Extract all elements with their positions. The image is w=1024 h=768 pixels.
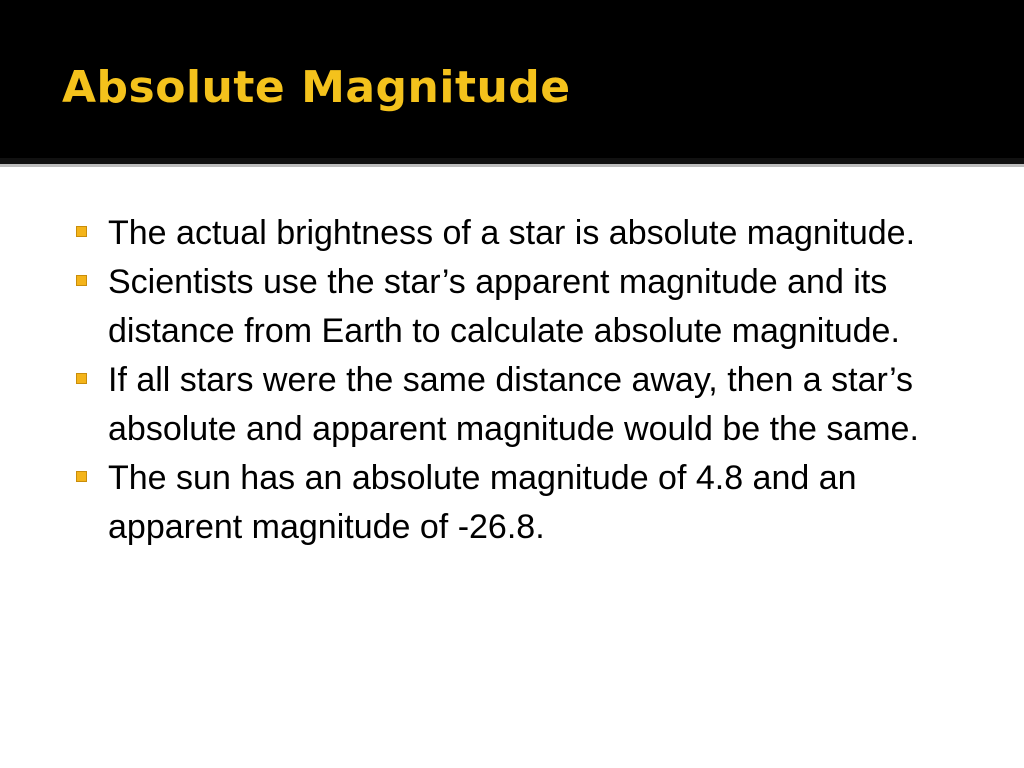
- bullet-text: The sun has an absolute magnitude of 4.8 and an apparent magnitude of -26.8.: [108, 459, 857, 546]
- bullet-item: [72, 454, 972, 552]
- bullet-item: [72, 209, 972, 258]
- title-bar: [0, 0, 1024, 158]
- bullet-item: [72, 258, 972, 356]
- bullet-text: The actual brightness of a star is absolute magnitude.: [108, 214, 916, 252]
- square-bullet-icon: [76, 373, 87, 384]
- bullet-text: Scientists use the star’s apparent magnitude and its distance from Earth to calculate absolute magnitude.: [108, 263, 900, 350]
- slide-title: Absolute Magnitude: [62, 62, 571, 113]
- square-bullet-icon: [76, 275, 87, 286]
- slide-content: [0, 167, 1024, 768]
- square-bullet-icon: [76, 226, 87, 237]
- square-bullet-icon: [76, 471, 87, 482]
- bullet-list: [72, 209, 972, 552]
- bullet-text: If all stars were the same distance away, then a star’s absolute and apparent magnitude would be the same.: [108, 361, 919, 448]
- bullet-item: [72, 356, 972, 454]
